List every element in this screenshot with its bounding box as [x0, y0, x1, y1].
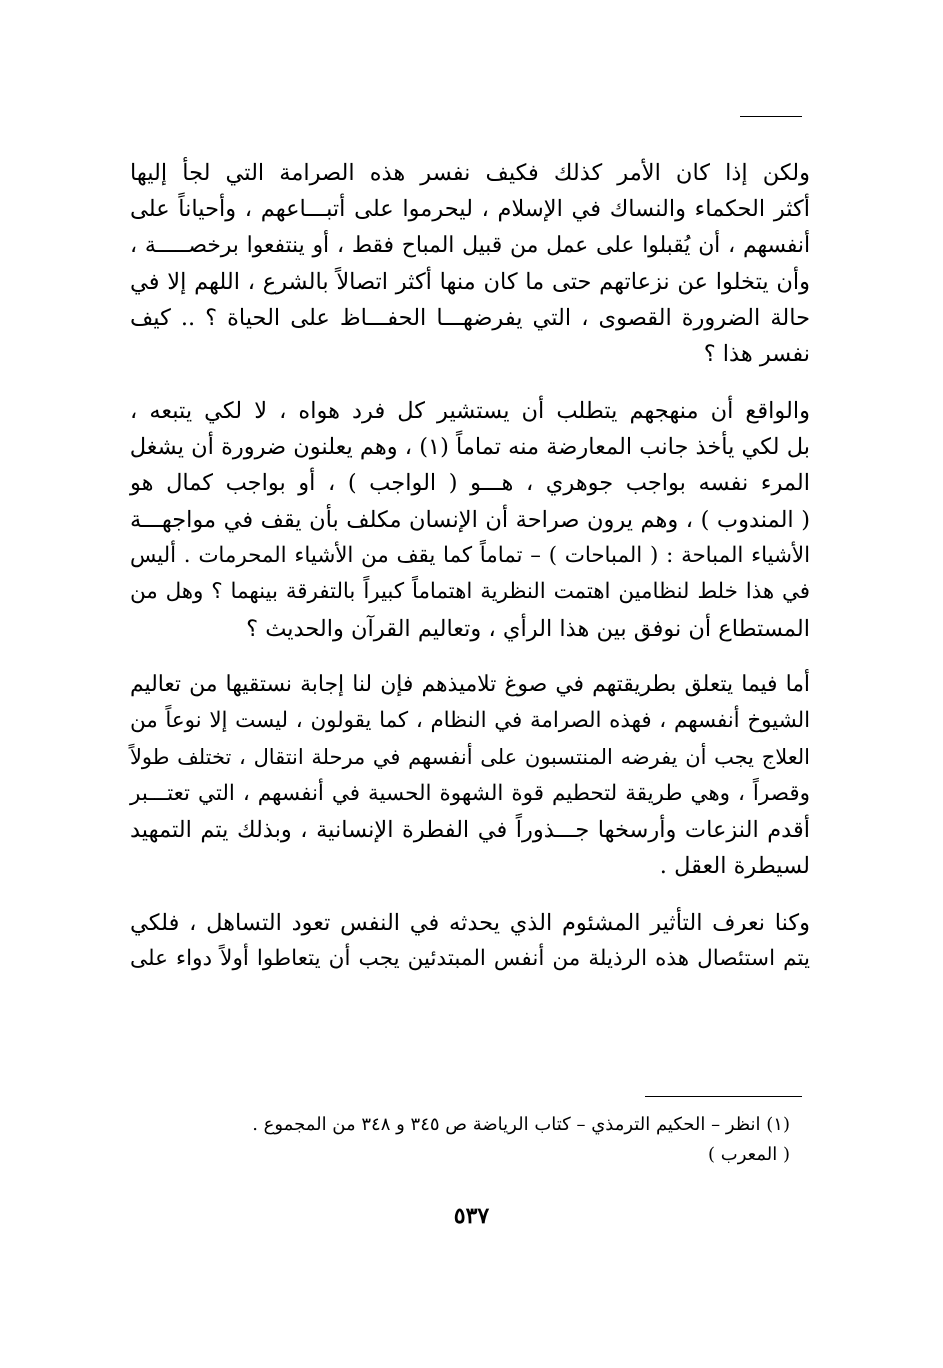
- text-line: حالة الضرورة القصوى ، التي يفرضهـــا الحفـــاظ على الحياة ؟ .. كيف: [130, 305, 810, 332]
- text-line: الشيوخ أنفسهم ، فهذه الصرامة في النظام ، كما يقولون ، ليست إلا نوعاً من: [130, 708, 810, 734]
- text-line: العلاج يجب أن يفرضه المنتسبون على أنفسهم في مرحلة انتقال ، تختلف طولاً: [130, 745, 810, 770]
- text-line: بل لكي يأخذ جانب المعارضة منه تماماً (١) ، وهم يعلنون ضرورة أن يشغل: [129, 434, 810, 461]
- body-text: [130, 155, 810, 977]
- text-line: في هذا خلط لنظامين اهتمت النظرية اهتماماً كبيراً بالتفرقة بينهما ؟ وهل من: [130, 579, 810, 605]
- text-line: نفسر هذا ؟: [703, 341, 810, 368]
- footnote: [150, 1110, 790, 1170]
- footnote-line: (١) انظر – الحكيم الترمذي – كتاب الرياضة ص ٣٤٥ و ٣٤٨ من المجموع .: [252, 1114, 790, 1135]
- page-number: ٥٣٧: [453, 1203, 490, 1229]
- text-line: أما فيما يتعلق بطريقتهم في صوغ تلاميذهم فإن لنا إجابة نستقيها من تعاليم: [130, 671, 810, 697]
- text-line: وأن يتخلوا عن نزعاتهم حتى ما كان منها أكثر اتصالاً بالشرع ، اللهم إلا في: [130, 268, 810, 295]
- text-line: ولكن إذا كان الأمر كذلك فكيف نفسر هذه الصرامة التي لجأ إليها: [130, 160, 810, 186]
- text-line: أكثر الحكماء والنساك في الإسلام ، ليحرموا على أتبـــاعهم ، وأحياناً على: [130, 196, 810, 223]
- text-line: أنفسهم ، أن يُقبلوا على عمل من قبيل المباح فقط ، أو ينتفعوا برخصـــــة ،: [130, 232, 810, 258]
- paragraph-1: [130, 155, 810, 373]
- footnote-rule: [645, 1096, 802, 1097]
- text-line: لسيطرة العقل .: [659, 853, 810, 880]
- text-line: ( المندوب ) ، وهم يرون صراحة أن الإنسان مكلف بأن يقف في مواجهـــة: [130, 506, 810, 533]
- text-line: أقدم النزعات وأرسخها جـــذوراً في الفطرة الإنسانية ، وبذلك يتم التمهيد: [130, 817, 810, 844]
- text-line: المرء نفسه بواجب جوهري ، هـــو ( الواجب ) ، أو بواجب كمال هو: [130, 470, 810, 497]
- text-line: وقصراً ، وهي طريقة لتحطيم قوة الشهوة الحسية في أنفسهم ، التي تعتـــبر: [130, 780, 810, 806]
- top-rule: [740, 116, 802, 117]
- paragraph-3: [130, 667, 810, 885]
- paragraph-2: [130, 393, 810, 647]
- text-line: والواقع أن منهجهم يتطلب أن يستشير كل فرد هواه ، لا لكي يتبعه ،: [130, 397, 810, 424]
- text-line: الأشياء المباحة : ( المباحات ) – تماماً كما يقف من الأشياء المحرمات . أليس: [130, 542, 810, 568]
- text-line: المستطاع أن نوفق بين هذا الرأي ، وتعاليم القرآن والحديث ؟: [246, 615, 810, 642]
- footnote-line: ( المعرب ): [708, 1144, 790, 1165]
- text-line: يتم استئصال هذه الرذيلة من أنفس المبتدئين يجب أن يتعاطوا أولاً دواء على: [130, 945, 810, 971]
- paragraph-4: [130, 905, 810, 978]
- text-line: وكنا نعرف التأثير المشئوم الذي يحدثه في النفس تعود التساهل ، فلكي: [130, 909, 810, 936]
